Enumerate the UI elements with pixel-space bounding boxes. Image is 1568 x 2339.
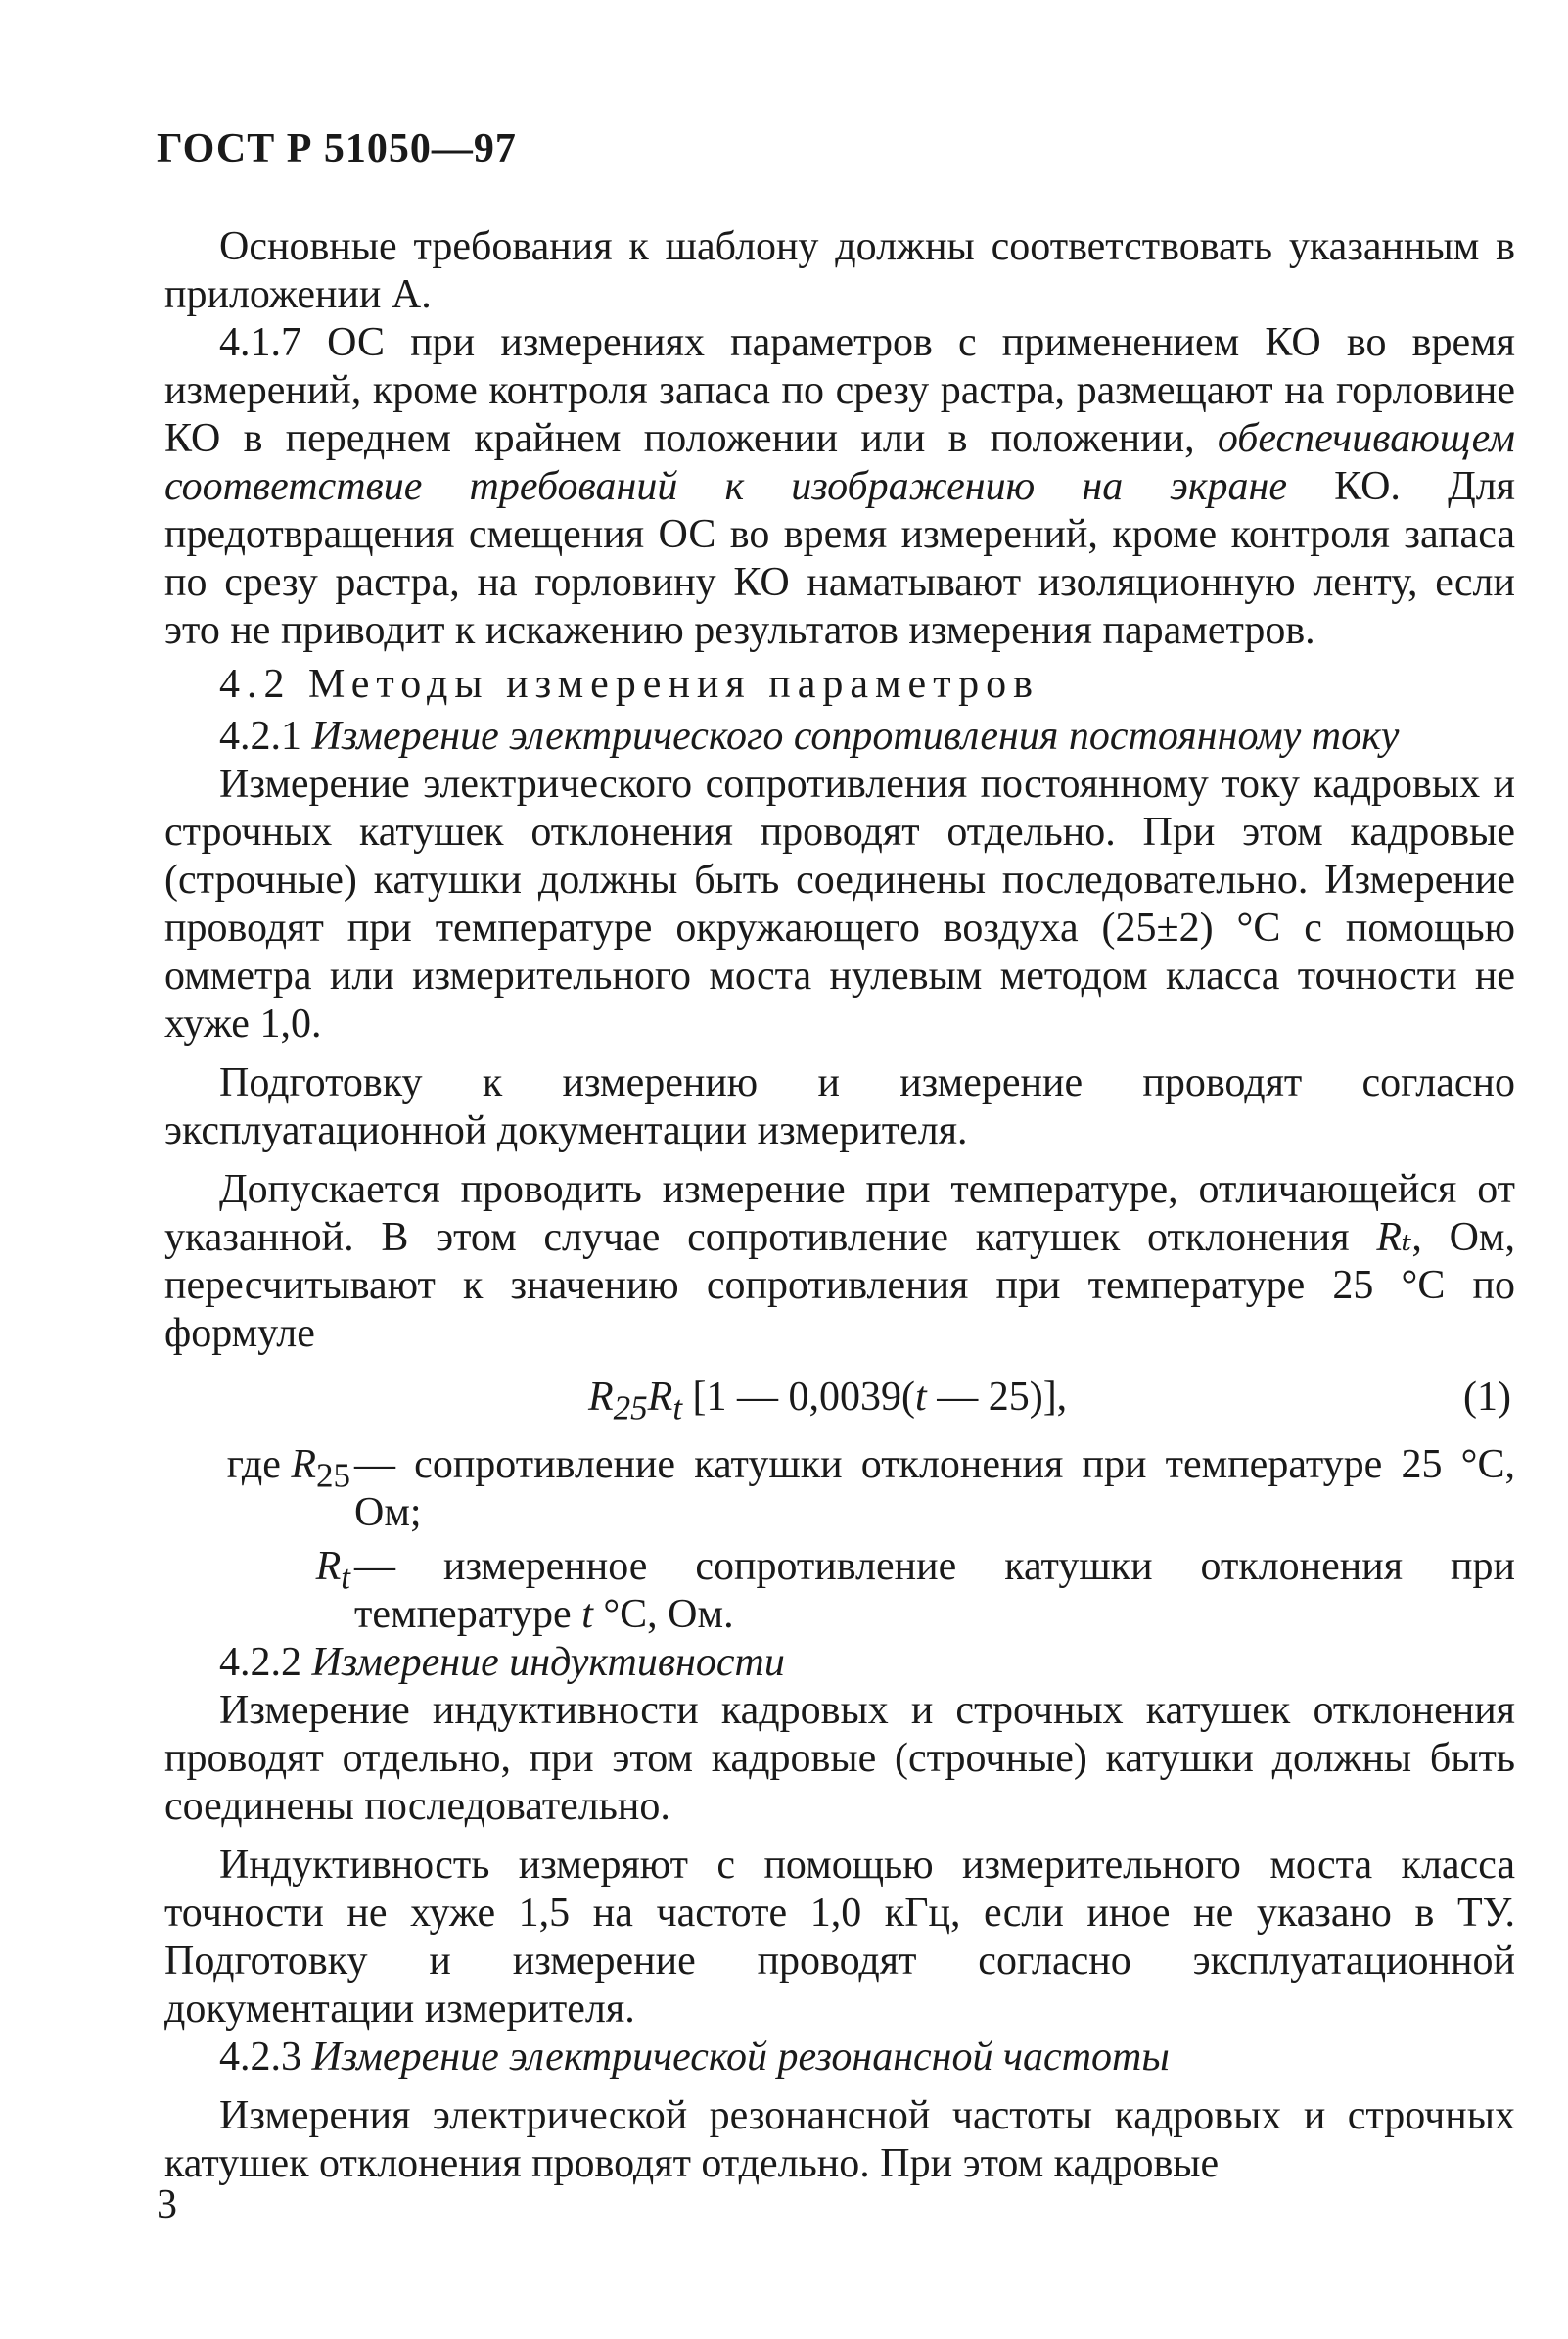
symbol-r-t: Rₜ (1376, 1215, 1412, 1260)
page-number: 3 (157, 2182, 177, 2227)
paragraph-inductance-measurement: Измерение индуктивности кадровых и строчных катушек отклонения проводят отдельно, при этом кадровые (строчные) катушки должны быть соединены последовательно. (164, 1688, 1515, 1830)
formula-body-1: [1 — 0,0039( (682, 1375, 916, 1420)
formula-1 (164, 1374, 1515, 1431)
paragraph-4-1-7-italic: обеспечивающем соответствие требований к изображению на экране (164, 416, 1515, 509)
subsection-title-4-2-3: Измерение электрической резонансной частоты (311, 2035, 1170, 2081)
subsection-title-4-2-2: Измерение индуктивности (311, 1640, 785, 1686)
formula-r25-subscript: 25 (613, 1388, 648, 1427)
where-desc-rt-t: t (581, 1592, 593, 1638)
subsection-number-4-2-1: 4.2.1 (219, 714, 301, 759)
where-term-r25 (164, 1441, 350, 1537)
formula-r25-symbol: R (588, 1375, 614, 1420)
paragraph-template-requirements: Основные требования к шаблону должны соответствовать указанным в приложении А. (164, 224, 1515, 317)
paragraph-4-1-7 (164, 319, 1515, 655)
where-rt-subscript: t (341, 1558, 350, 1597)
where-prefix: где (226, 1442, 292, 1488)
subsection-title-4-2-1: Измерение электрического сопротивления постоянному току (311, 714, 1400, 759)
subsection-heading-4-2-3 (164, 2034, 1515, 2082)
section-heading-4-2: 4.2 Методы измерения параметров (219, 662, 1039, 707)
paragraph-temperature-conversion (164, 1166, 1515, 1358)
formula-t-symbol: t (915, 1375, 927, 1420)
formula-body-2: — 25)], (926, 1375, 1068, 1420)
paragraph-temperature-end: , Ом, пересчитывают к значению сопротивления при температуре 25 °С по формуле (164, 1215, 1515, 1356)
subsection-heading-4-2-1 (164, 713, 1515, 761)
paragraph-inductance-bridge: Индуктивность измеряют с помощью измерительного моста класса точности не хуже 1,5 на частоте 1,0 кГц, если иное не указано в ТУ. Подготовку и измерение проводят согласно эксплуатационной документации измерителя. (164, 1843, 1515, 2033)
formula-number: (1) (1463, 1375, 1511, 1420)
where-rt-symbol: R (315, 1544, 342, 1590)
formula-rt-symbol: R (647, 1375, 673, 1420)
where-term-rt (164, 1543, 350, 1639)
subsection-number-4-2-3: 4.2.3 (219, 2035, 301, 2081)
where-desc-rt-2: °С, Ом. (592, 1592, 734, 1638)
formula-expression (588, 1374, 1067, 1431)
where-desc-rt (350, 1543, 1515, 1639)
where-r25-symbol: R (291, 1442, 316, 1488)
formula-rt-subscript: t (672, 1388, 683, 1427)
where-definition-rt (164, 1543, 1515, 1639)
where-desc-rt-1: — измеренное сопротивление катушки отклонения при температуре (354, 1544, 1515, 1638)
subsection-heading-4-2-2 (164, 1639, 1515, 1687)
where-desc-r25: — сопротивление катушки отклонения при температуре 25 °С, Ом; (354, 1442, 1515, 1536)
paragraph-4-1-7-end: КО. Для предотвращения смещения ОС во время измерений, кроме контроля запаса по срезу растра, на горловину КО наматывают изоляционную ленту, если это не приводит к искажению результатов измерения параметров. (164, 464, 1515, 653)
paragraph-preparation: Подготовку к измерению и измерение проводят согласно эксплуатационной документации измерителя. (164, 1060, 1515, 1153)
where-definition-r25 (164, 1441, 1515, 1537)
paragraph-temperature-start: Допускается проводить измерение при температуре, отличающейся от указанной. В этом случае сопротивление катушек отклонения (164, 1167, 1515, 1260)
where-r25-subscript: 25 (316, 1456, 350, 1495)
paragraph-resonant-frequency: Измерения электрической резонансной частоты кадровых и строчных катушек отклонения проводят отдельно. При этом кадровые (164, 2093, 1515, 2187)
subsection-number-4-2-2: 4.2.2 (219, 1640, 301, 1686)
paragraph-4-1-7-start: 4.1.7 ОС при измерениях параметров с применением КО во время измерений, кроме контроля запаса по срезу растра, размещают на горловине КО в переднем крайнем положении или в положении, (164, 320, 1515, 461)
page-header: ГОСТ Р 51050—97 (157, 126, 517, 171)
page-content (164, 223, 1515, 2188)
paragraph-resistance-measurement: Измерение электрического сопротивления постоянному току кадровых и строчных катушек отклонения проводят отдельно. При этом кадровые (строчные) катушки должны быть соединены последовательно. Измерение проводят при температуре окружающего воздуха (25±2) °С с помощью омметра или измерительного моста нулевым методом класса точности не хуже 1,0. (164, 762, 1515, 1047)
